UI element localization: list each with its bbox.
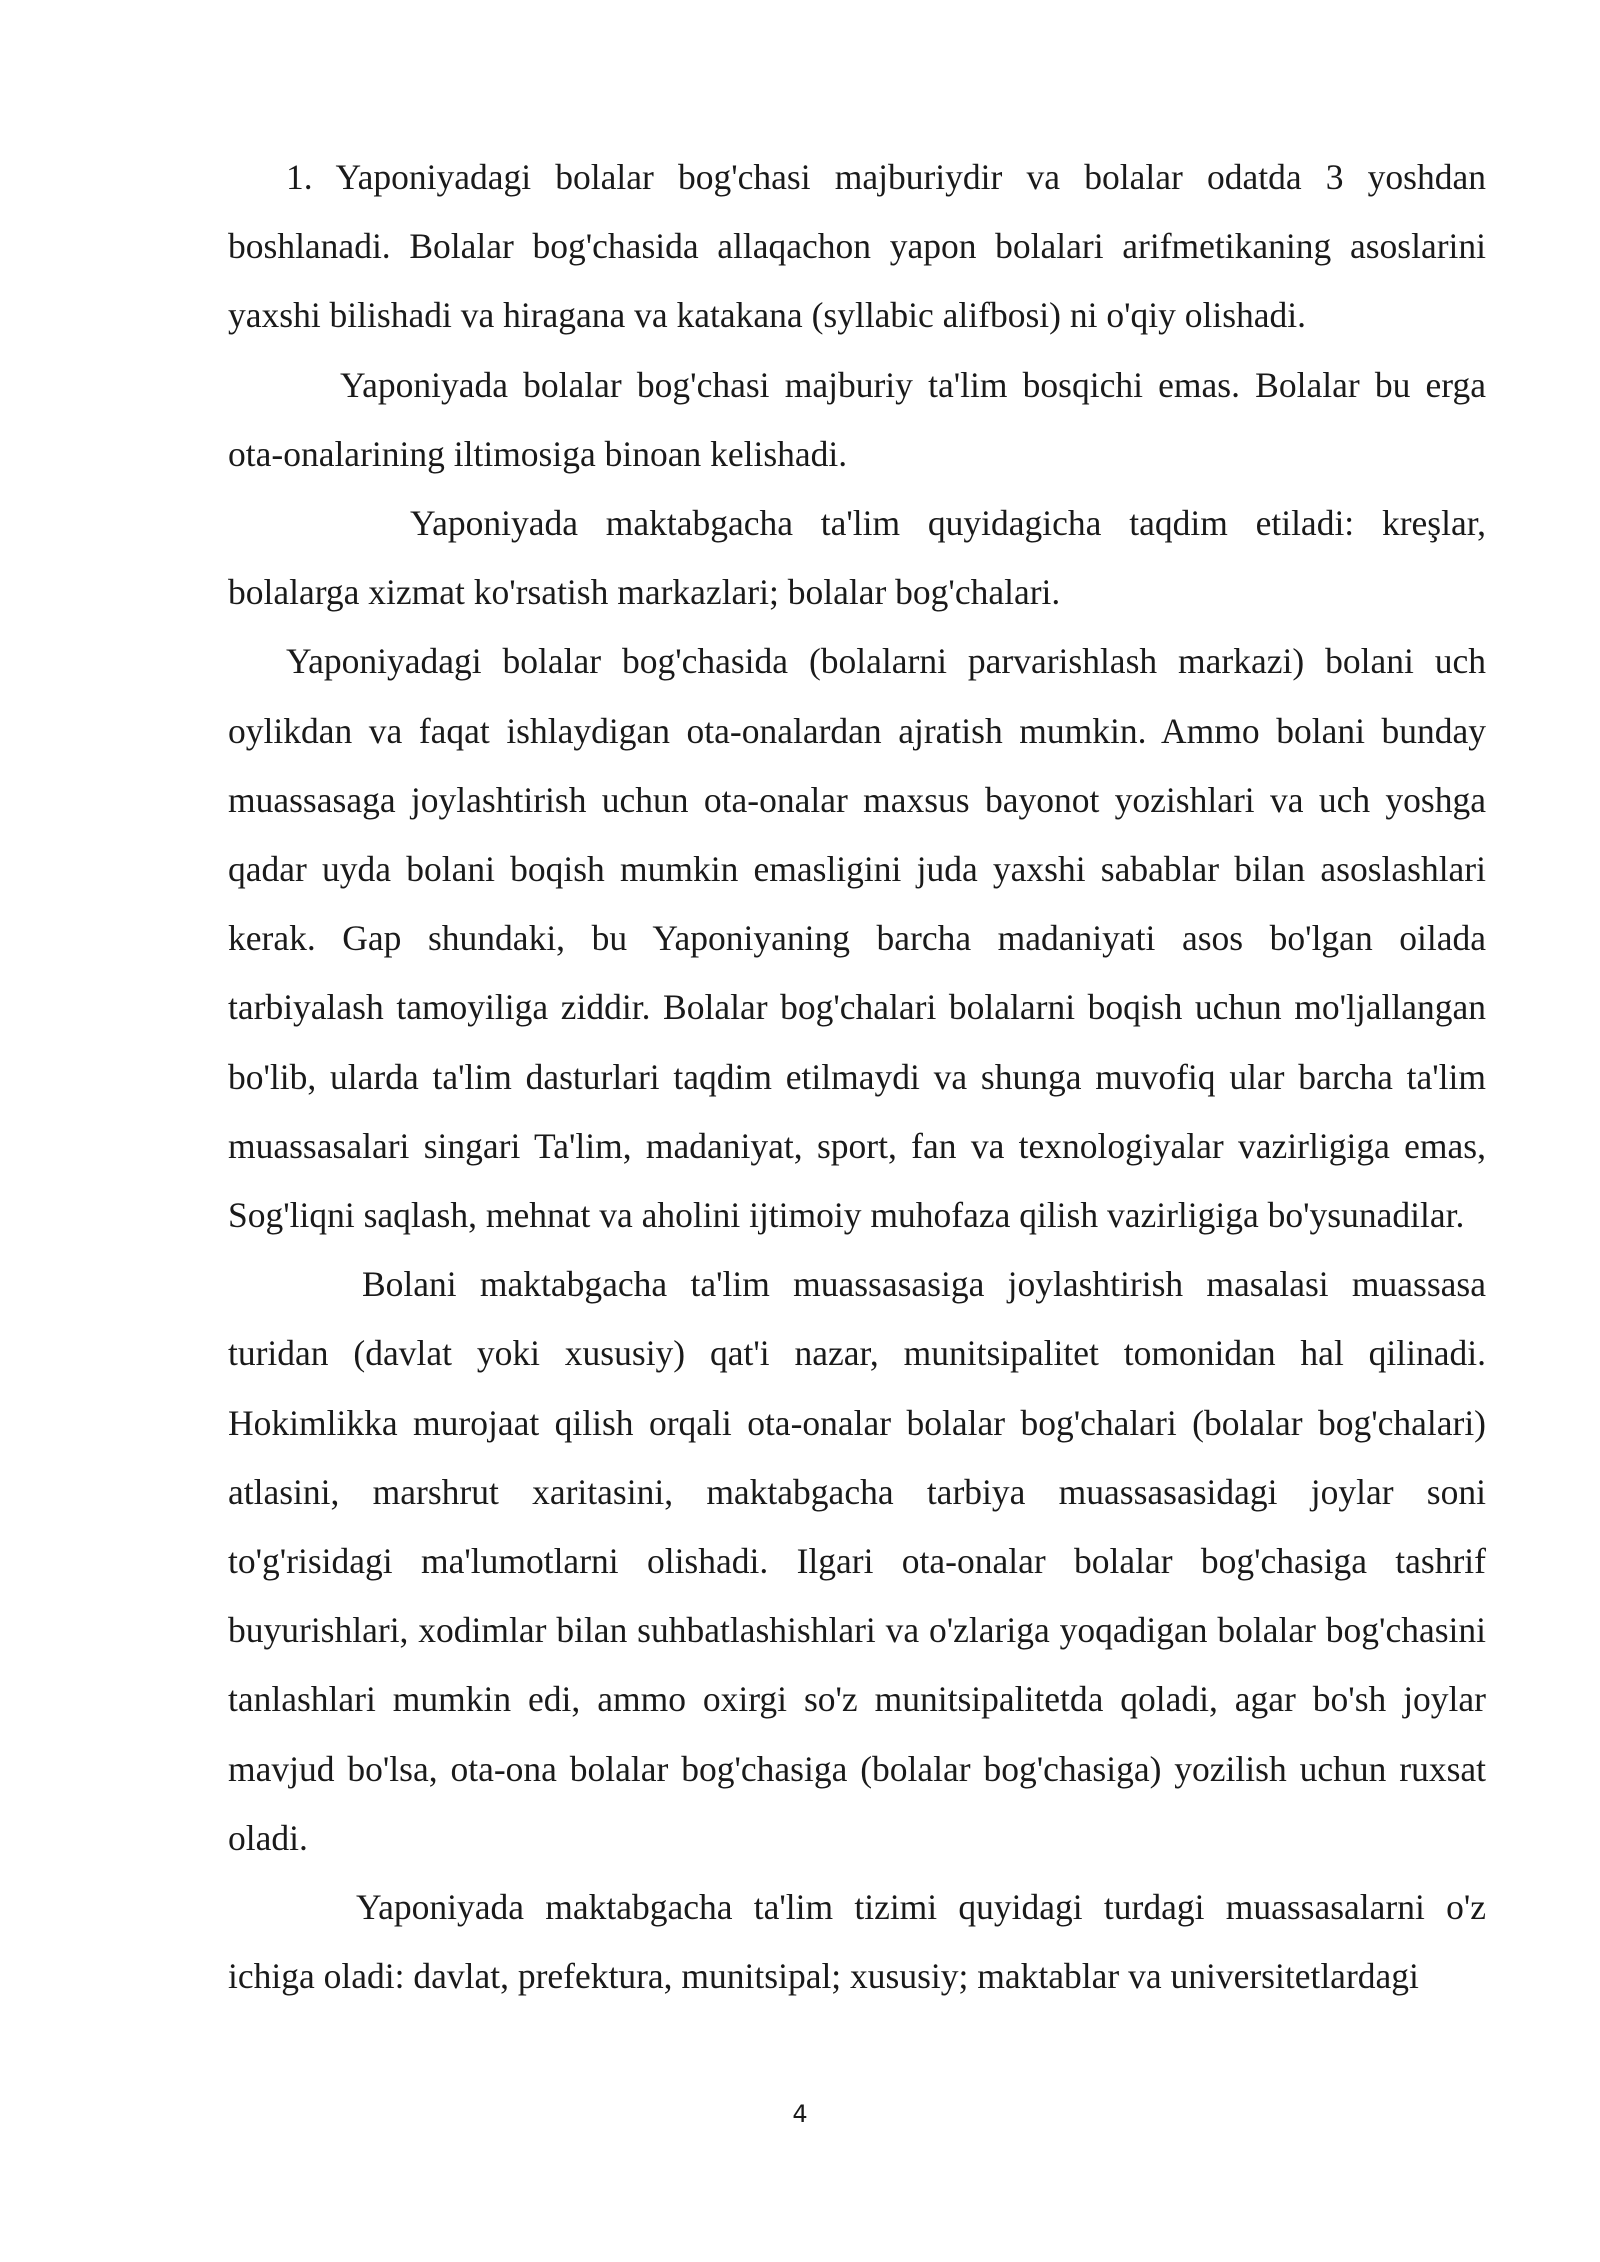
paragraph-5: Bolani maktabgacha ta'lim muassasasiga joylashtirish masalasi muassasa turidan (davlat yoki xususiy) qat'i nazar, munitsipalitet tomonidan hal qilinadi. Hokimlikka murojaat qilish orqali ota-onalar bolalar bog'chalari (bolalar bog'chalari) atlasini, marshrut xaritasini, maktabgacha tarbiya muassasasidagi joylar soni to'g'risidagi ma'lumotlarni olishadi. Ilgari ota-onalar bolalar bog'chasiga tashrif buyurishlari, xodimlar bilan suhbatlashishlari va o'zlariga yoqadigan bolalar bog'chasini tanlashlari mumkin edi, ammo oxirgi so'z munitsipalitetda qoladi, agar bo'sh joylar mavjud bo'lsa, ota-ona bolalar bog'chasiga (bolalar bog'chasiga) yozilish uchun ruxsat oladi. — [228, 1264, 1486, 1858]
paragraph-4: Yaponiyadagi bolalar bog'chasida (bolalarni parvarishlash markazi) bolani uch oylikdan va faqat ishlaydigan ota-onalardan ajratish mumkin. Ammo bolani bunday muassasaga joylashtirish uchun ota-onalar maxsus bayonot yozishlari va uch yoshga qadar uyda bolani boqish mumkin emasligini juda yaxshi sabablar bilan asoslashlari kerak. Gap shundaki, bu Yaponiyaning barcha madaniyati asos bo'lgan oilada tarbiyalash tamoyiliga ziddir. Bolalar bog'chalari bolalarni boqish uchun mo'ljallangan bo'lib, ularda ta'lim dasturlari taqdim etilmaydi va shunga muvofiq ular barcha ta'lim muassasalari singari Ta'lim, madaniyat, sport, fan va texnologiyalar vazirligiga emas, Sog'liqni saqlash, mehnat va aholini ijtimoiy muhofaza qilish vazirligiga bo'ysunadilar. — [228, 641, 1486, 1236]
paragraph-3: Yaponiyada maktabgacha ta'lim quyidagicha taqdim etiladi: kreşlar, bolalarga xizmat ko'rsatish markazlari; bolalar bog'chalari. — [228, 503, 1486, 613]
paragraph-6: Yaponiyada maktabgacha ta'lim tizimi quyidagi turdagi muassasalarni o'z ichiga oladi: davlat, prefektura, munitsipal; xususiy; maktablar va universitetlardagi — [228, 1887, 1486, 1997]
body-text — [228, 143, 1486, 2011]
paragraph-2: Yaponiyada bolalar bog'chasi majburiy ta'lim bosqichi emas. Bolalar bu erga ota-onalarining iltimosiga binoan kelishadi. — [228, 364, 1486, 474]
page-number: 4 — [792, 2100, 808, 2128]
paragraph-1: 1. Yaponiyadagi bolalar bog'chasi majburiydir va bolalar odatda 3 yoshdan boshlanadi. Bolalar bog'chasida allaqachon yapon bolalari arifmetikaning asoslarini yaxshi bilishadi va hiragana va katakana (syllabic alifbosi) ni o'qiy olishadi. — [228, 157, 1486, 336]
